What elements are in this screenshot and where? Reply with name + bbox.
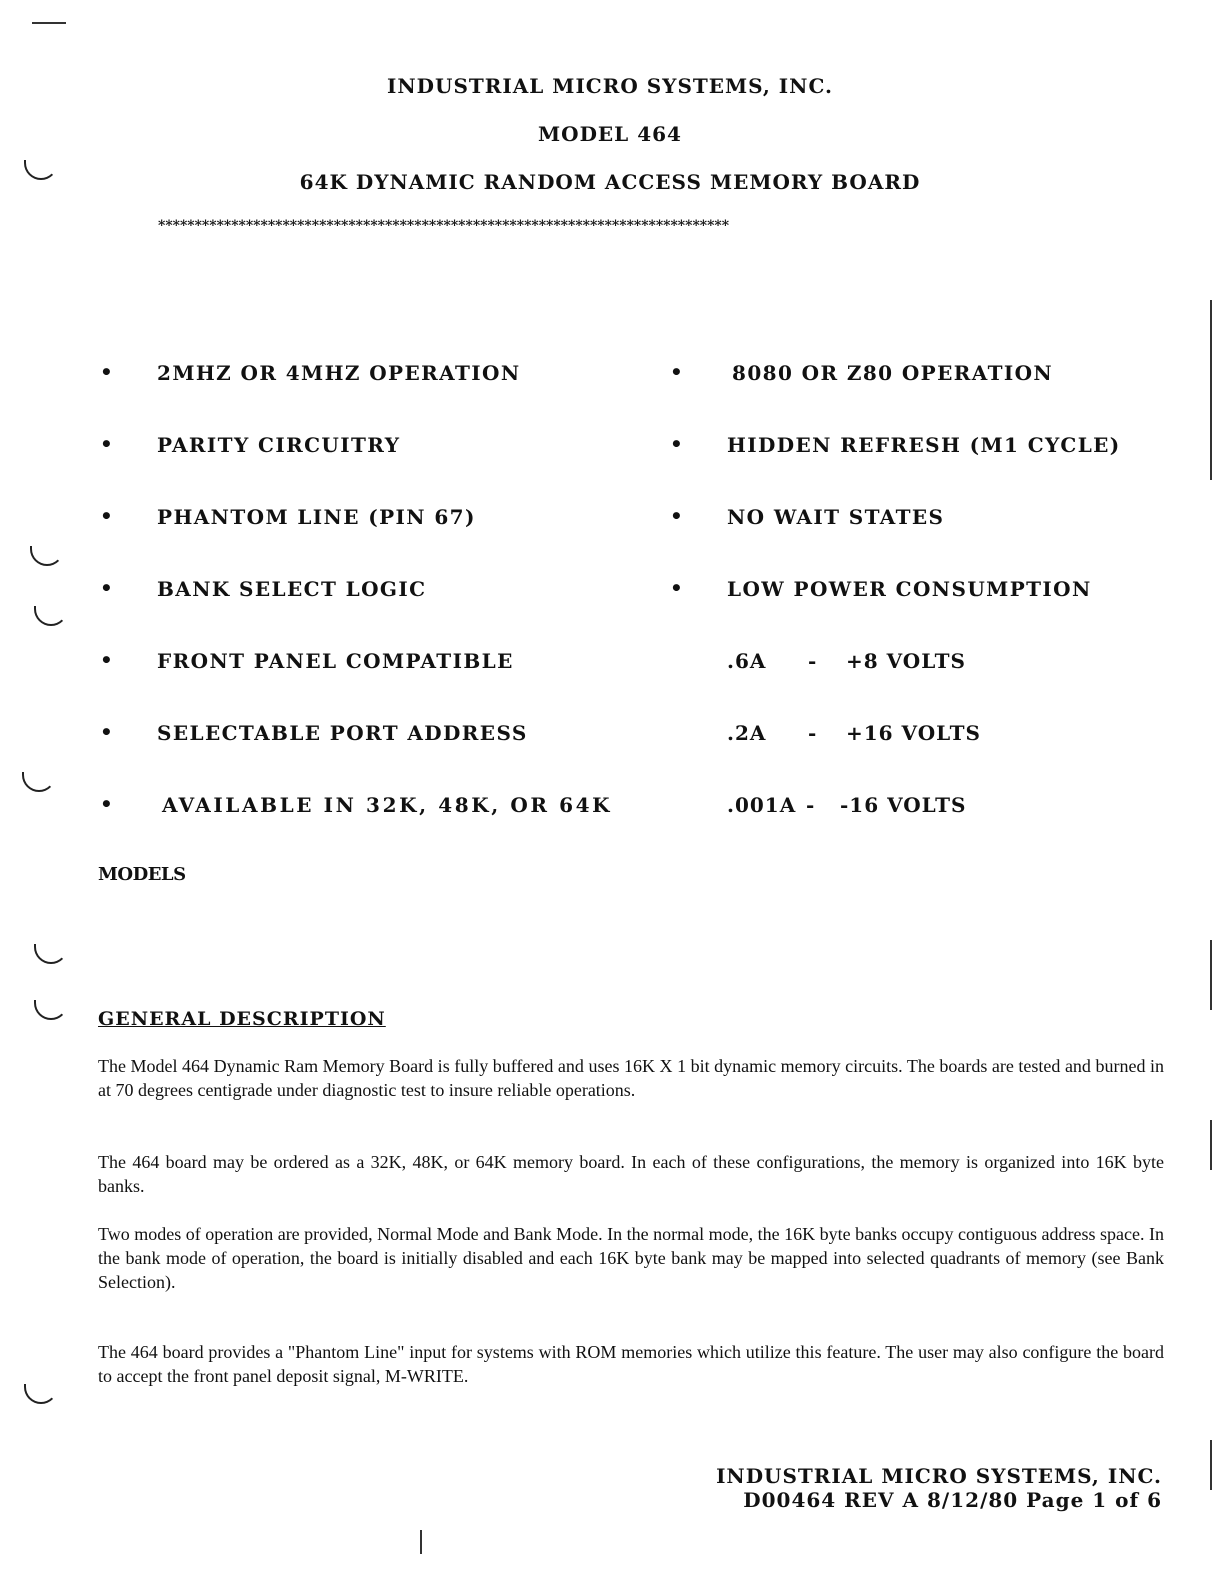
paragraph: Two modes of operation are provided, Normal Mode and Bank Mode. In the normal mode, the 16K byte banks occupy contiguous address space. In the bank mode of operation, the board is initially disabled and each 16K byte bank may be mapped into selected quadrants of memory (see Bank Selection). (98, 1224, 1164, 1292)
feature-item: 8080 OR Z80 OPERATION (732, 361, 1054, 385)
power-volts: -16 VOLTS (840, 793, 967, 817)
bullet-icon: • (100, 792, 113, 816)
bullet-icon: • (100, 720, 113, 744)
bullet-icon: • (670, 360, 683, 384)
scan-edge-line (1210, 1120, 1212, 1170)
bullet-icon: • (100, 360, 113, 384)
feature-item: PARITY CIRCUITRY (157, 433, 401, 457)
bullet-icon: • (670, 432, 683, 456)
binder-hole-mark (30, 546, 64, 566)
models-label: MODELS (98, 864, 186, 885)
section-heading: GENERAL DESCRIPTION (98, 1008, 386, 1030)
feature-item: FRONT PANEL COMPATIBLE (157, 649, 514, 673)
feature-item: HIDDEN REFRESH (M1 CYCLE) (727, 433, 1121, 457)
bullet-icon: • (100, 432, 113, 456)
bullet-icon: • (100, 504, 113, 528)
paragraph: The 464 board may be ordered as a 32K, 48K, or 64K memory board. In each of these configurations, the memory is organized into 16K byte banks. (98, 1152, 1164, 1196)
feature-item: SELECTABLE PORT ADDRESS (157, 721, 528, 745)
binder-hole-mark (24, 1384, 58, 1404)
bullet-icon: • (100, 576, 113, 600)
scan-mark-top-left (32, 22, 66, 24)
header-title: 64K DYNAMIC RANDOM ACCESS MEMORY BOARD (299, 170, 921, 194)
paragraph: The 464 board provides a "Phantom Line" input for systems with ROM memories which utilize this feature. The user may also configure the board to accept the front panel deposit signal, M-WRITE. (98, 1342, 1164, 1386)
power-amps: .001A (727, 793, 797, 817)
scan-edge-line (420, 1530, 422, 1554)
paragraph: The Model 464 Dynamic Ram Memory Board is fully buffered and uses 16K X 1 bit dynamic memory circuits. The boards are tested and burned in at 70 degrees centigrade under diagnostic test to insure reliable operations. (98, 1056, 1164, 1100)
feature-item: 2MHZ OR 4MHZ OPERATION (157, 361, 521, 385)
bullet-icon: • (670, 576, 683, 600)
power-volts: +16 VOLTS (846, 721, 981, 745)
header-company: INDUSTRIAL MICRO SYSTEMS, INC. (387, 74, 833, 98)
feature-item: PHANTOM LINE (PIN 67) (157, 505, 476, 529)
feature-item: AVAILABLE IN 32K, 48K, OR 64K (162, 793, 613, 817)
footer-company: INDUSTRIAL MICRO SYSTEMS, INC. (716, 1464, 1162, 1488)
binder-hole-mark (22, 772, 56, 792)
header-star-divider: ****************************************************************************** (158, 218, 730, 234)
power-dash: - (808, 721, 818, 745)
scan-edge-line (1210, 940, 1212, 1010)
power-dash: - (808, 649, 818, 673)
feature-item: BANK SELECT LOGIC (157, 577, 427, 601)
power-amps: .6A (727, 649, 767, 673)
power-dash: - (806, 793, 816, 817)
feature-item: LOW POWER CONSUMPTION (727, 577, 1092, 601)
power-amps: .2A (727, 721, 767, 745)
scan-edge-line (1210, 300, 1212, 480)
scan-edge-line (1210, 1440, 1212, 1490)
power-volts: +8 VOLTS (846, 649, 966, 673)
feature-item: NO WAIT STATES (727, 505, 945, 529)
header-model: MODEL 464 (538, 122, 682, 146)
binder-hole-mark (34, 944, 68, 964)
bullet-icon: • (670, 504, 683, 528)
bullet-icon: • (100, 648, 113, 672)
binder-hole-mark (34, 1000, 68, 1020)
binder-hole-mark (34, 606, 68, 626)
footer-docref: D00464 REV A 8/12/80 Page 1 of 6 (743, 1488, 1162, 1512)
